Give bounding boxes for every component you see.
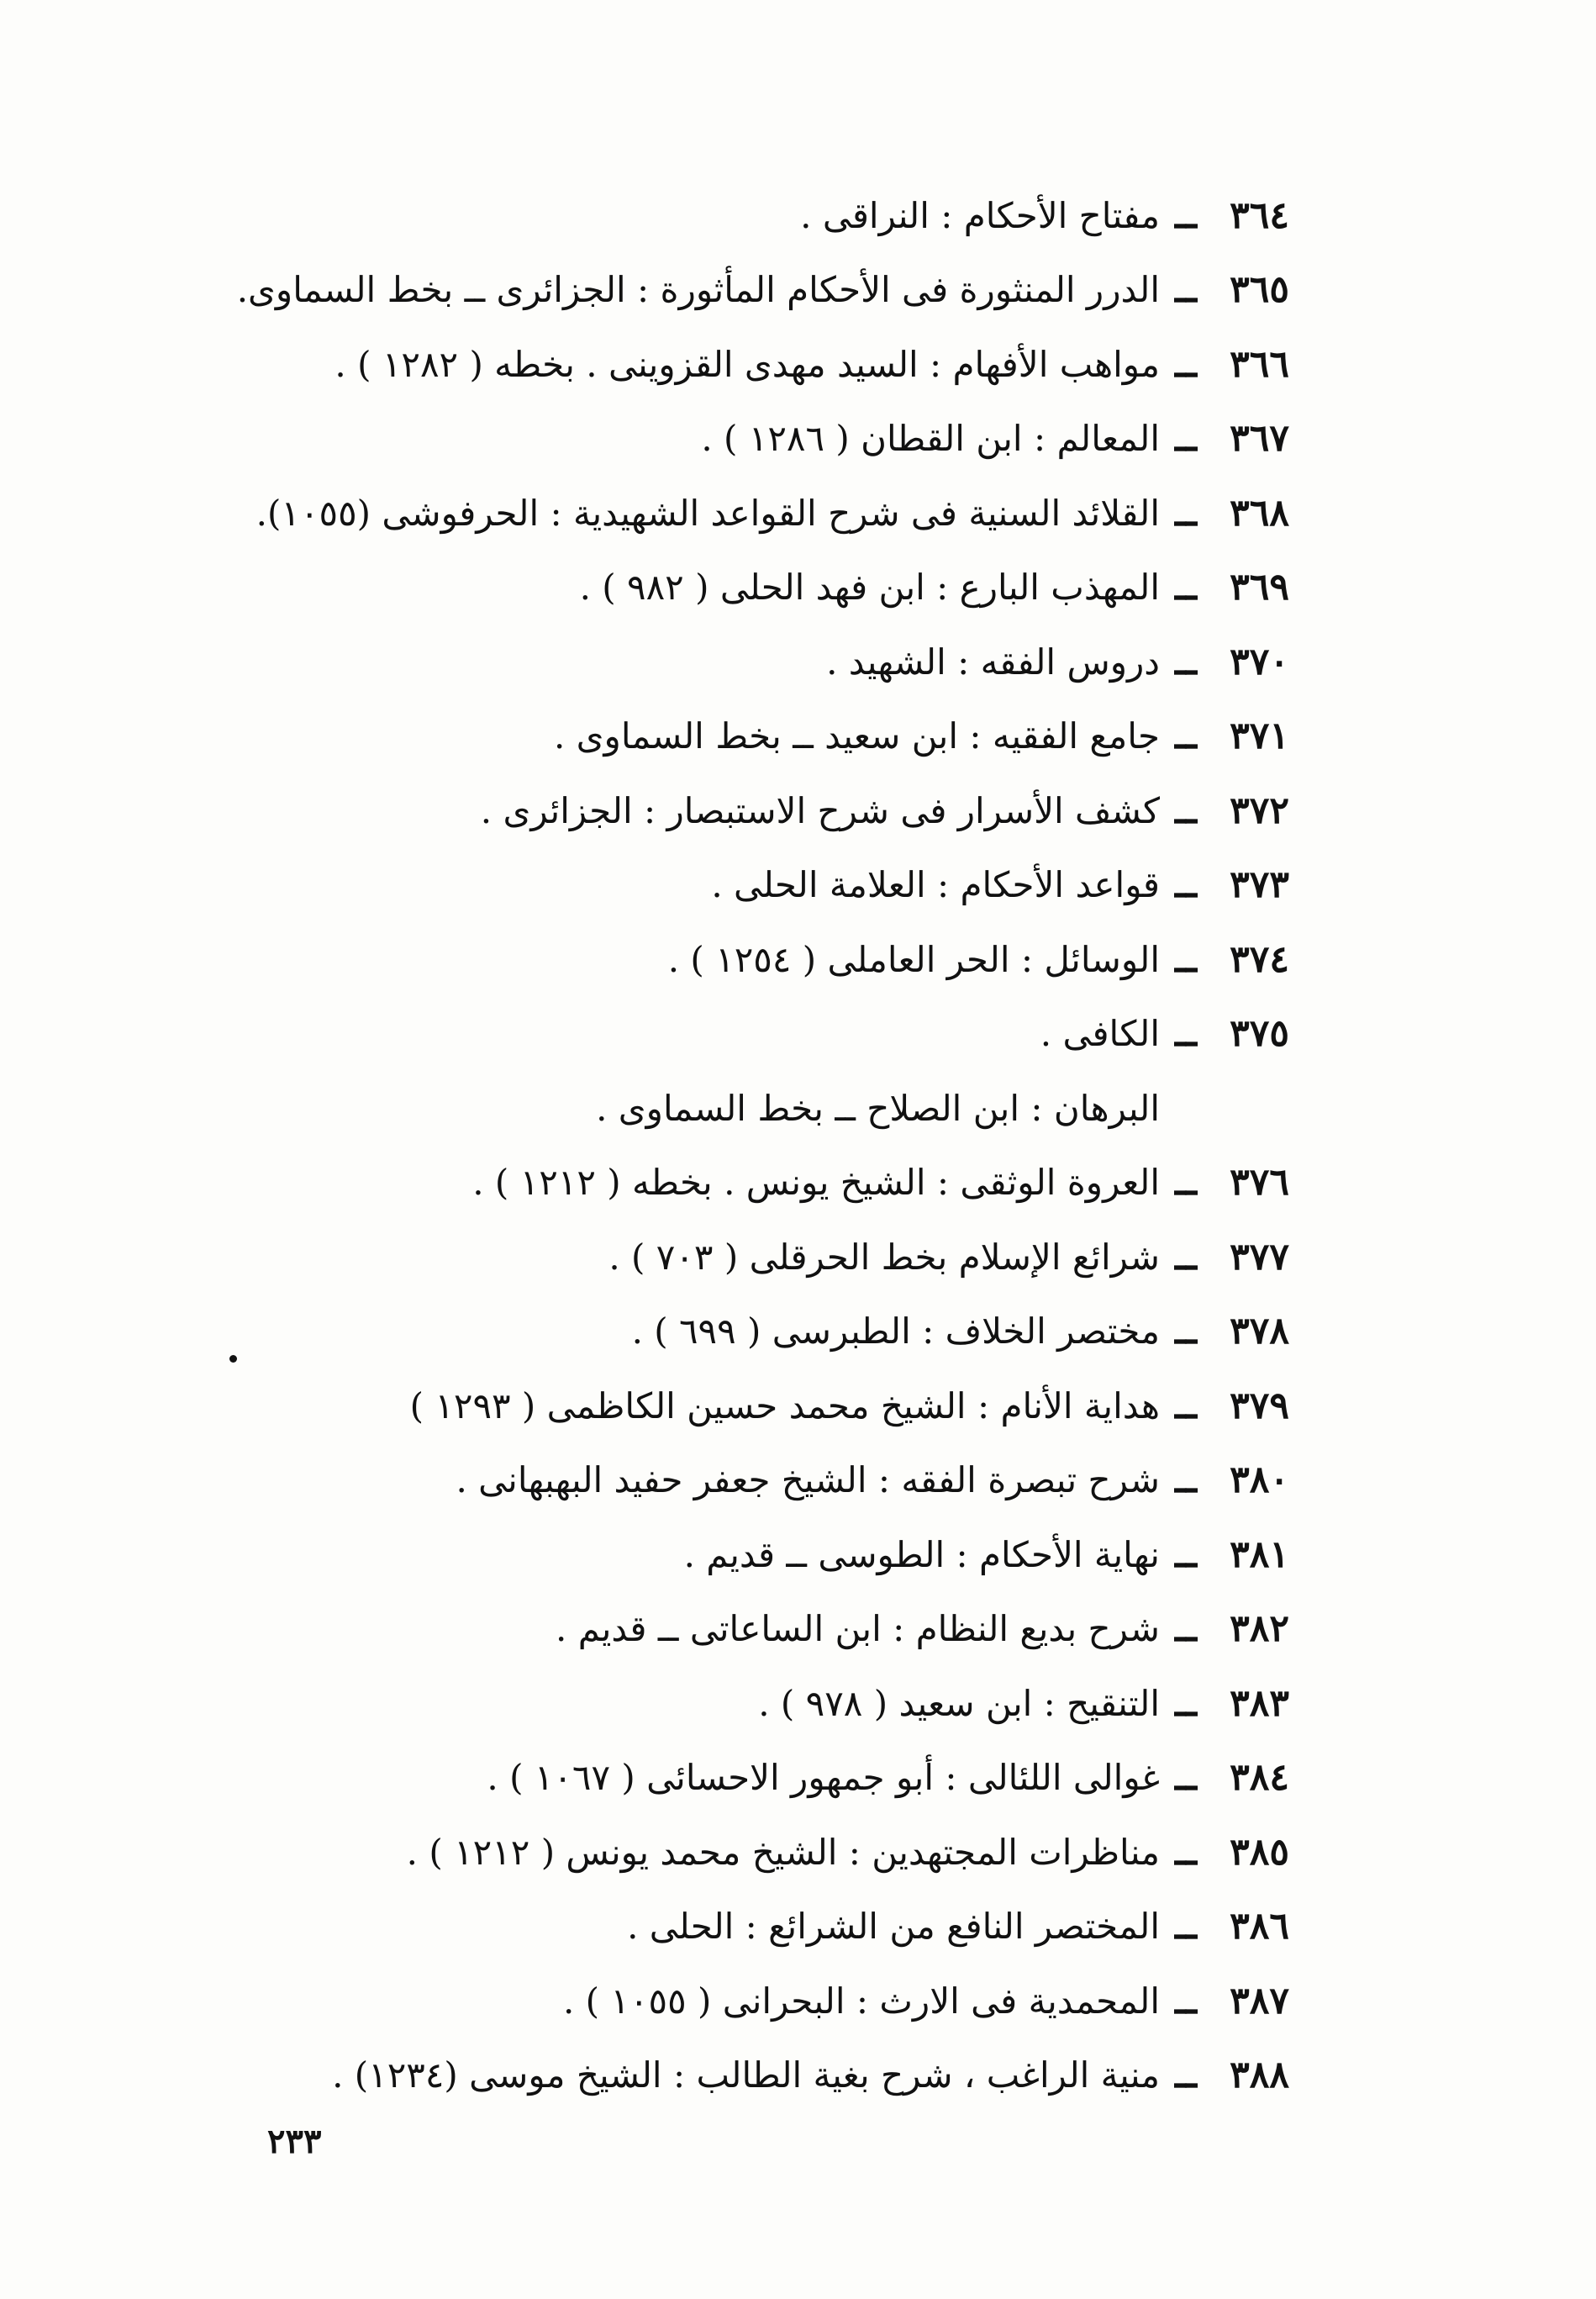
entry-number: ٣٧٦ <box>1230 1161 1289 1205</box>
entry-dash: ــ <box>1175 863 1197 907</box>
entry-text: شرائع الإسلام بخط الحرقلى ( ٧٠٣ ) . <box>608 1236 1160 1278</box>
entry-text: المهذب البارع : ابن فهد الحلى ( ٩٨٢ ) . <box>579 567 1160 609</box>
entry-number: ٣٨٥ <box>1230 1830 1289 1874</box>
entry-dash: ــ <box>1175 1012 1197 1056</box>
entry-text: التنقيح : ابن سعيد ( ٩٧٨ ) . <box>758 1682 1160 1724</box>
entry-number: ٣٧٨ <box>1230 1310 1289 1353</box>
entry-text: جامع الفقيه : ابن سعيد ــ بخط السماوى . <box>553 715 1160 757</box>
entry-dash: ــ <box>1175 1756 1197 1800</box>
entry-text: المختصر النافع من الشرائع : الحلى . <box>627 1906 1160 1948</box>
entry-text: قواعد الأحكام : العلامة الحلى . <box>711 864 1160 906</box>
entry-dash: ــ <box>1175 1384 1197 1427</box>
entry-text: مناظرات المجتهدين : الشيخ محمد يونس ( ١٢١٢ ) . <box>406 1831 1160 1873</box>
entry-text: مفتاح الأحكام : النراقى . <box>800 194 1160 236</box>
entry-dash: ــ <box>1175 1607 1197 1651</box>
entry-text: منية الراغب ، شرح بغية الطالب : الشيخ موسى (١٢٣٤) . <box>332 2054 1160 2096</box>
list-item <box>255 848 1289 923</box>
entry-number: ٣٧٩ <box>1230 1384 1289 1427</box>
list-item <box>255 1443 1289 1518</box>
entry-text: العروة الوثقى : الشيخ يونس . بخطه ( ١٢١٢ ) . <box>472 1162 1160 1204</box>
entry-number: ٣٨١ <box>1230 1532 1289 1576</box>
entry-number: ٣٦٩ <box>1230 566 1289 609</box>
page-number: ٢٣٣ <box>267 2122 322 2161</box>
list-item <box>255 178 1289 253</box>
entry-number: ٣٧٤ <box>1230 937 1289 981</box>
entry-dash: ــ <box>1175 937 1197 981</box>
entry-dash: ــ <box>1175 1161 1197 1205</box>
entry-number: ٣٧٧ <box>1230 1235 1289 1279</box>
entry-dash: ــ <box>1175 1830 1197 1874</box>
entry-dash: ــ <box>1175 1458 1197 1502</box>
entry-dash: ــ <box>1175 640 1197 683</box>
entry-number: ٣٧١ <box>1230 714 1289 758</box>
entry-text: دروس الفقه : الشهيد . <box>826 641 1160 683</box>
entry-number: ٣٨٣ <box>1230 1681 1289 1725</box>
list-item <box>255 997 1289 1072</box>
entry-number: ٣٧٠ <box>1230 640 1289 683</box>
entry-number: ٣٨٨ <box>1230 2054 1289 2097</box>
list-item <box>255 1295 1289 1369</box>
list-item <box>255 1592 1289 1667</box>
entry-dash: ــ <box>1175 566 1197 609</box>
ink-speck <box>229 1355 237 1363</box>
entry-text: هداية الأنام : الشيخ محمد حسين الكاظمى ( ١٢٩٣ ) <box>409 1384 1160 1426</box>
entry-dash: ــ <box>1175 1979 1197 2022</box>
entry-number: ٣٧٥ <box>1230 1012 1289 1056</box>
list-item <box>255 1741 1289 1816</box>
entry-number: ٣٨٠ <box>1230 1458 1289 1502</box>
entry-number: ٣٨٤ <box>1230 1756 1289 1800</box>
entry-number: ٣٦٤ <box>1230 193 1289 237</box>
list-item <box>255 1220 1289 1295</box>
list-item <box>255 1368 1289 1443</box>
entry-number: ٣٨٧ <box>1230 1979 1289 2022</box>
entry-text: مختصر الخلاف : الطبرسى ( ٦٩٩ ) . <box>631 1310 1160 1353</box>
entry-number: ٣٨٢ <box>1230 1607 1289 1651</box>
list-item <box>255 1815 1289 1890</box>
list-item <box>255 1146 1289 1221</box>
entry-list <box>236 178 1289 2112</box>
entry-dash: ــ <box>1175 491 1197 535</box>
entry-dash: ــ <box>1175 268 1197 312</box>
list-item <box>255 2038 1289 2113</box>
entry-text: الكافى . <box>1040 1013 1160 1055</box>
entry-dash: ــ <box>1175 193 1197 237</box>
entry-dash: ــ <box>1175 1532 1197 1576</box>
entry-text: شرح بديع النظام : ابن الساعاتى ــ قديم . <box>556 1608 1160 1650</box>
entry-dash: ــ <box>1175 1235 1197 1279</box>
entry-text: القلائد السنية فى شرح القواعد الشهيدية : الحرفوشى (١٠٥٥). <box>255 492 1160 534</box>
list-item <box>255 922 1289 997</box>
entry-text: مواهب الأفهام : السيد مهدى القزوينى . بخطه ( ١٢٨٢ ) . <box>334 343 1160 385</box>
list-item <box>255 1071 1289 1146</box>
list-item <box>255 402 1289 477</box>
entry-dash: ــ <box>1175 1310 1197 1353</box>
list-item <box>255 1890 1289 1964</box>
list-item <box>255 1517 1289 1592</box>
entry-number: ٣٦٥ <box>1230 268 1289 312</box>
entry-text: الوسائل : الحر العاملى ( ١٢٥٤ ) . <box>667 938 1160 980</box>
list-item <box>255 551 1289 625</box>
list-item <box>255 1964 1289 2038</box>
entry-dash: ــ <box>1175 714 1197 758</box>
entry-text: كشف الأسرار فى شرح الاستبصار : الجزائرى . <box>480 789 1160 831</box>
list-item <box>255 476 1289 551</box>
entry-dash: ــ <box>1175 1681 1197 1725</box>
entry-text: شرح تبصرة الفقه : الشيخ جعفر حفيد البهبهانى . <box>456 1459 1160 1501</box>
list-item <box>255 1666 1289 1741</box>
entry-text: المحمدية فى الارث : البحرانى ( ١٠٥٥ ) . <box>562 1980 1160 2022</box>
list-item <box>255 625 1289 699</box>
list-item <box>255 327 1289 402</box>
entry-text: غوالى اللئالى : أبو جمهور الاحسائى ( ١٠٦٧ ) . <box>487 1757 1160 1799</box>
entry-number: ٣٦٨ <box>1230 491 1289 535</box>
list-item <box>255 773 1289 848</box>
list-item <box>255 699 1289 774</box>
entry-number: ٣٦٧ <box>1230 417 1289 461</box>
entry-dash: ــ <box>1175 2054 1197 2097</box>
entry-number: ٣٨٦ <box>1230 1905 1289 1948</box>
entry-dash: ــ <box>1175 788 1197 832</box>
entry-dash: ــ <box>1175 342 1197 386</box>
entry-number: ٣٧٣ <box>1230 863 1289 907</box>
entry-dash: ــ <box>1175 417 1197 461</box>
entry-dash: ــ <box>1175 1905 1197 1948</box>
entry-text: الدرر المنثورة فى الأحكام المأثورة : الجزائرى ــ بخط السماوى. <box>236 269 1160 311</box>
entry-number: ٣٦٦ <box>1230 342 1289 386</box>
entry-text: نهاية الأحكام : الطوسى ــ قديم . <box>683 1533 1160 1575</box>
entry-text: المعالم : ابن القطان ( ١٢٨٦ ) . <box>701 418 1160 460</box>
entry-number: ٣٧٢ <box>1230 788 1289 832</box>
list-item <box>236 253 1289 328</box>
entry-text: البرهان : ابن الصلاح ــ بخط السماوى . <box>596 1087 1160 1129</box>
